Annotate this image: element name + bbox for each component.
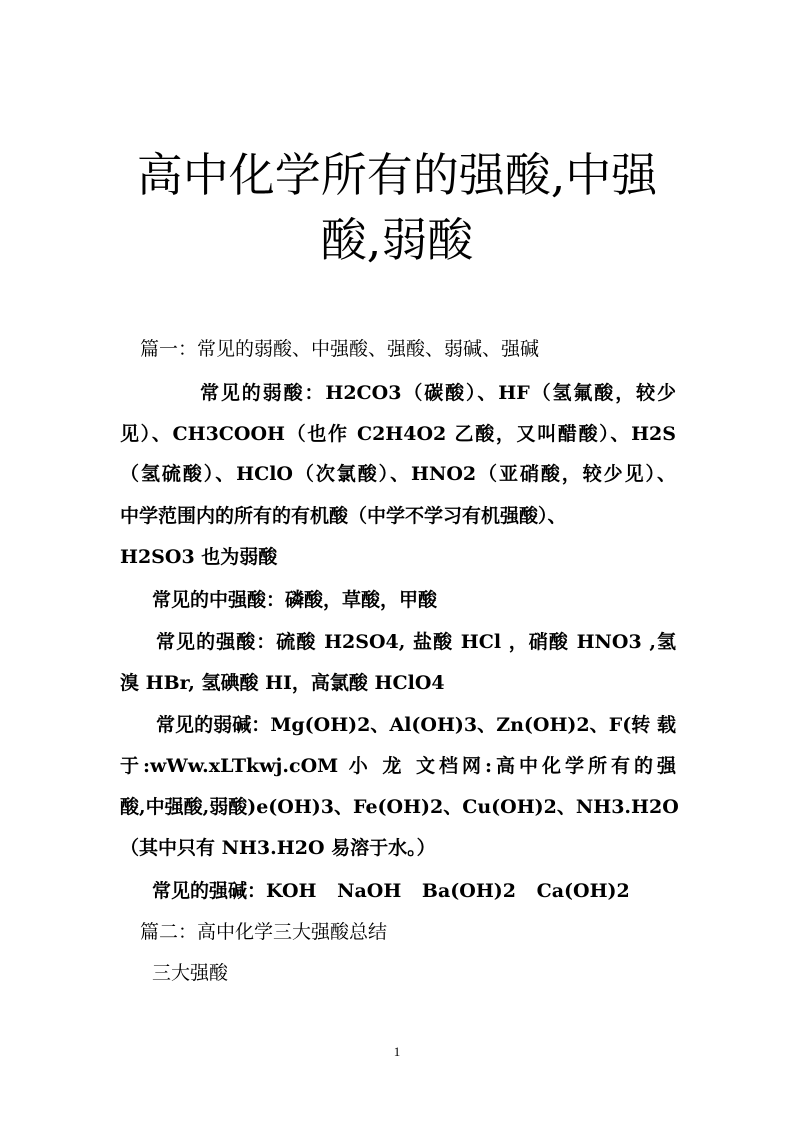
section-2-subheading: 三大强酸 <box>152 962 229 984</box>
weak-bases-line-3: 酸,中强酸,弱酸)e(OH)3、Fe(OH)2、Cu(OH)2、NH3.H2O <box>120 796 679 818</box>
weak-acids-line-2: 见）、CH3COOH（也作 C2H4O2 乙酸，又叫醋酸）、H2S <box>120 423 676 445</box>
weak-acids-line-5: H2SO3 也为弱酸 <box>120 546 278 568</box>
weak-bases-line-4: （其中只有 NH3.H2O 易溶于水。） <box>120 837 436 859</box>
weak-acids-line-3: （氢硫酸）、HClO（次氯酸）、HNO2（亚硝酸，较少见）、 <box>120 463 676 485</box>
weak-acids-line-4: 中学范围内的所有的有机酸（中学不学习有机强酸）、 <box>120 505 567 527</box>
weak-bases-line-2: 于:wWw.xLTkwj.cOM 小 龙 文档网:高中化学所有的强 <box>120 755 676 777</box>
section-2-heading: 篇二：高中化学三大强酸总结 <box>140 921 388 943</box>
weak-acids-line-1: 常见的弱酸：H2CO3（碳酸）、HF（氢氟酸，较少 <box>200 382 676 404</box>
strong-bases-line: 常见的强碱：KOH NaOH Ba(OH)2 Ca(OH)2 <box>152 880 630 902</box>
document-title-line-2: 酸,弱酸 <box>320 213 474 267</box>
strong-acids-line-1: 常见的强酸：硫酸 H2SO4, 盐酸 HCl ，硝酸 HNO3 ,氢 <box>156 631 676 653</box>
medium-acids-line: 常见的中强酸：磷酸，草酸，甲酸 <box>152 589 438 611</box>
section-1-heading: 篇一：常见的弱酸、中强酸、强酸、弱碱、强碱 <box>140 338 540 360</box>
weak-bases-line-1: 常见的弱碱：Mg(OH)2、Al(OH)3、Zn(OH)2、F(转 载 <box>156 714 676 736</box>
document-title-line-1: 高中化学所有的强酸,中强 <box>136 148 658 202</box>
page-number: 1 <box>393 1044 401 1059</box>
strong-acids-line-2: 溴 HBr, 氢碘酸 HI，高氯酸 HClO4 <box>120 672 445 694</box>
